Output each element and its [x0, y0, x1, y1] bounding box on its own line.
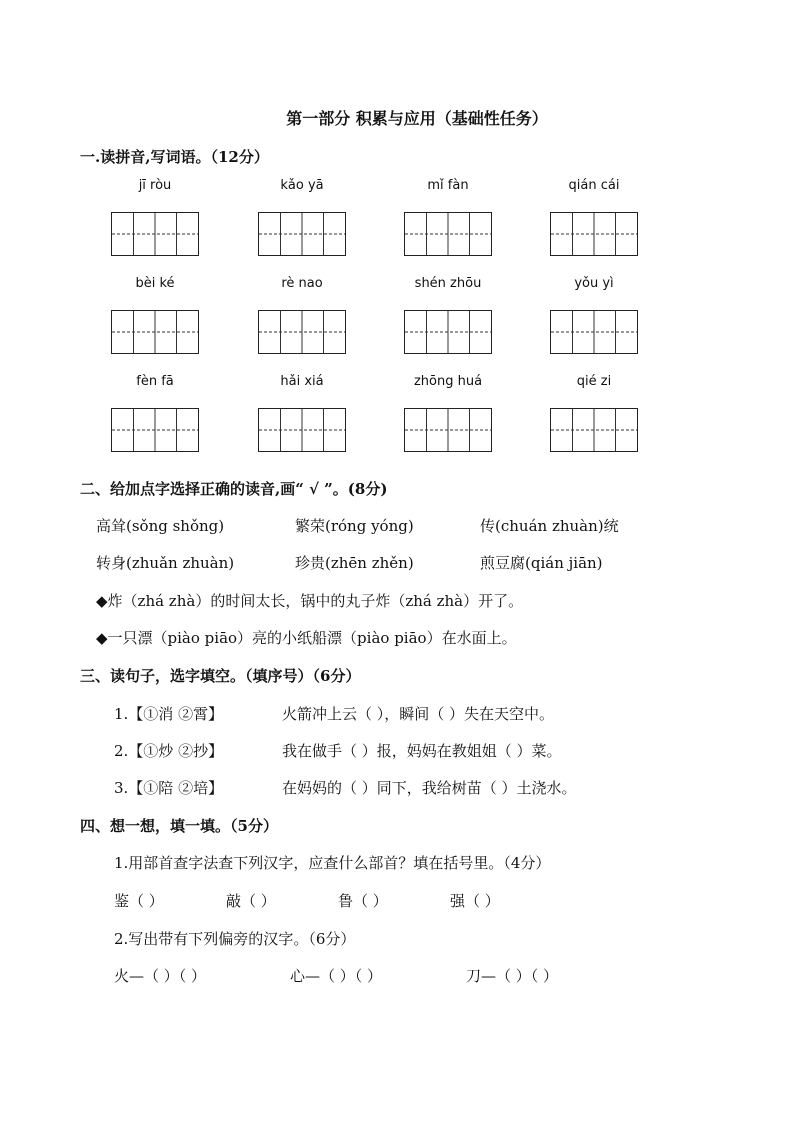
- page-title: 第一部分 积累与应用（基础性任务）: [286, 109, 548, 128]
- writing-box[interactable]: [550, 310, 638, 354]
- q4-part2: 2.写出带有下列偏旁的汉字。（6分）: [114, 930, 356, 948]
- pinyin-label: jī ròu: [138, 178, 172, 193]
- q2-sentence: ◆一只漂（piào piāo）亮的小纸船漂（piào piāo）在水面上。: [96, 629, 517, 647]
- pinyin-label: shén zhōu: [414, 276, 482, 291]
- q2-item: 珍贵(zhēn zhěn): [295, 554, 414, 572]
- writing-box[interactable]: [258, 310, 346, 354]
- q2-item: 转身(zhuǎn zhuàn): [96, 554, 235, 572]
- writing-box[interactable]: [111, 212, 199, 256]
- pinyin-label: qián cái: [568, 178, 620, 193]
- writing-box[interactable]: [550, 212, 638, 256]
- q2-item: 高耸(sǒng shǒng): [96, 517, 225, 535]
- writing-box[interactable]: [404, 310, 492, 354]
- q4-char: 强（ ）: [450, 892, 500, 910]
- writing-box[interactable]: [111, 408, 199, 452]
- pinyin-label: zhōng huá: [413, 374, 483, 389]
- q4-char: 鲁（ ）: [338, 892, 388, 910]
- pinyin-label: kǎo yā: [280, 178, 324, 193]
- pinyin-label: mǐ fàn: [427, 178, 469, 193]
- q2-item: 繁荣(róng yóng): [295, 517, 414, 535]
- q2-item: 传(chuán zhuàn)统: [480, 517, 619, 535]
- section-1-heading: 一.读拼音,写词语。（12分）: [80, 148, 269, 166]
- pinyin-label: rè nao: [281, 276, 323, 291]
- writing-box[interactable]: [258, 408, 346, 452]
- section-2-heading: 二、给加点字选择正确的读音,画“ √ ”。(8分): [80, 480, 388, 498]
- q2-item: 煎豆腐(qián jiān): [480, 554, 603, 572]
- writing-box[interactable]: [550, 408, 638, 452]
- writing-box[interactable]: [111, 310, 199, 354]
- q3-sentence: 我在做手（ ）报，妈妈在教姐姐（ ）菜。: [282, 742, 562, 760]
- q3-options: 3.【①陪 ②培】: [114, 779, 224, 797]
- q4-part1: 1.用部首查字法查下列汉字，应查什么部首？填在括号里。（4分）: [114, 854, 551, 872]
- q3-options: 2.【①炒 ②抄】: [114, 742, 224, 760]
- q4-radical: 刀—（ ）（ ）: [466, 967, 559, 985]
- pinyin-label: qié zi: [576, 374, 612, 389]
- q3-options: 1.【①消 ②霄】: [114, 705, 224, 723]
- section-3-heading: 三、读句子，选字填空。（填序号）（6分）: [80, 667, 361, 685]
- pinyin-label: hǎi xiá: [280, 374, 324, 389]
- q3-sentence: 火箭冲上云（ ），瞬间（ ）失在天空中。: [282, 705, 555, 723]
- writing-box[interactable]: [404, 212, 492, 256]
- section-4-heading: 四、想一想，填一填。（5分）: [80, 817, 278, 835]
- q4-char: 敲（ ）: [226, 892, 276, 910]
- writing-box[interactable]: [258, 212, 346, 256]
- q4-char: 鉴（ ）: [114, 892, 164, 910]
- q3-sentence: 在妈妈的（ ）同下，我给树苗（ ）土浇水。: [282, 779, 577, 797]
- pinyin-label: fèn fā: [136, 374, 174, 389]
- pinyin-label: bèi ké: [135, 276, 175, 291]
- q2-sentence: ◆炸（zhá zhà）的时间太长，锅中的丸子炸（zhá zhà）开了。: [96, 592, 524, 610]
- pinyin-label: yǒu yì: [574, 276, 614, 291]
- q4-radical: 火—（ ）（ ）: [114, 967, 207, 985]
- writing-box[interactable]: [404, 408, 492, 452]
- q4-radical: 心—（ ）（ ）: [290, 967, 383, 985]
